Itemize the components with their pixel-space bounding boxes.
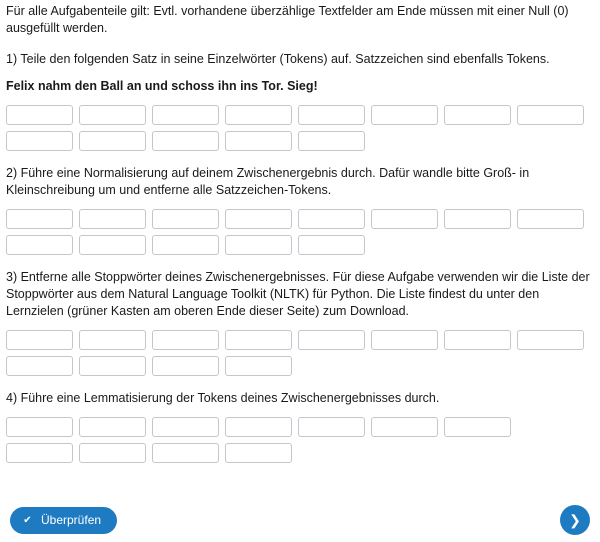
task-3-row-1 (4, 330, 596, 350)
exercise-page (0, 3, 600, 542)
token-input[interactable] (79, 417, 146, 437)
task-3-row-2 (4, 356, 596, 376)
token-input[interactable] (79, 356, 146, 376)
token-input[interactable] (79, 330, 146, 350)
chevron-right-icon: ❯ (569, 511, 581, 528)
token-input[interactable] (225, 417, 292, 437)
token-input[interactable] (152, 235, 219, 255)
task-1-row-1 (4, 105, 596, 125)
intro-text: Für alle Aufgabenteile gilt: Evtl. vorhandene überzählige Textfelder am Ende müssen mit einer Null (0) ausgefüllt werden. (6, 4, 569, 35)
token-input[interactable] (6, 356, 73, 376)
task-1-text: 1) Teile den folgenden Satz in seine Einzelwörter (Tokens) auf. Satzzeichen sind ebenfalls Tokens. (6, 52, 550, 66)
next-button[interactable] (560, 505, 590, 535)
token-input[interactable] (152, 131, 219, 151)
token-input[interactable] (152, 356, 219, 376)
token-input[interactable] (79, 443, 146, 463)
footer-bar (0, 503, 600, 537)
token-input[interactable] (225, 131, 292, 151)
check-circle-icon: ✔ (23, 514, 32, 526)
token-input[interactable] (225, 209, 292, 229)
task-3-text: 3) Entferne alle Stoppwörter deines Zwischenergebnisses. Für diese Aufgabe verwenden wir die Liste der Stoppwörter aus dem Natural Language Toolkit (NLTK) für Python. Die Liste findest du unter den Lernzielen (grüner Kasten am oberen Ende dieser Seite) zum Download. (6, 270, 590, 318)
token-input[interactable] (444, 330, 511, 350)
token-input[interactable] (298, 209, 365, 229)
token-input[interactable] (6, 131, 73, 151)
token-input[interactable] (225, 356, 292, 376)
token-input[interactable] (371, 209, 438, 229)
task-4-row-2 (4, 443, 596, 463)
token-input[interactable] (225, 105, 292, 125)
task-2-row-2 (4, 235, 596, 255)
token-input[interactable] (79, 131, 146, 151)
token-input[interactable] (517, 330, 584, 350)
token-input[interactable] (225, 235, 292, 255)
token-input[interactable] (444, 417, 511, 437)
token-input[interactable] (6, 417, 73, 437)
token-input[interactable] (298, 235, 365, 255)
token-input[interactable] (6, 235, 73, 255)
task-4-text: 4) Führe eine Lemmatisierung der Tokens deines Zwischenergebnisses durch. (6, 391, 440, 405)
token-input[interactable] (6, 443, 73, 463)
token-input[interactable] (152, 443, 219, 463)
token-input[interactable] (152, 209, 219, 229)
token-input[interactable] (6, 105, 73, 125)
token-input[interactable] (517, 105, 584, 125)
token-input[interactable] (298, 417, 365, 437)
token-input[interactable] (444, 105, 511, 125)
task-1-sentence: Felix nahm den Ball an und schoss ihn ins Tor. Sieg! (6, 79, 318, 93)
token-input[interactable] (371, 330, 438, 350)
token-input[interactable] (6, 209, 73, 229)
token-input[interactable] (6, 330, 73, 350)
token-input[interactable] (225, 330, 292, 350)
token-input[interactable] (298, 105, 365, 125)
check-button-label: Überprüfen (41, 513, 102, 527)
check-button[interactable] (10, 507, 117, 534)
task-2-row-1 (4, 209, 596, 229)
task-2-text: 2) Führe eine Normalisierung auf deinem Zwischenergebnis durch. Dafür wandle bitte Groß- in Kleinschreibung um und entferne alle Satzzeichen-Tokens. (6, 166, 530, 197)
token-input[interactable] (444, 209, 511, 229)
token-input[interactable] (298, 330, 365, 350)
token-input[interactable] (152, 105, 219, 125)
token-input[interactable] (79, 209, 146, 229)
token-input[interactable] (79, 235, 146, 255)
token-input[interactable] (298, 131, 365, 151)
token-input[interactable] (371, 105, 438, 125)
task-1-row-2 (4, 131, 596, 151)
token-input[interactable] (371, 417, 438, 437)
token-input[interactable] (152, 330, 219, 350)
token-input[interactable] (517, 209, 584, 229)
task-4-row-1 (4, 417, 596, 437)
token-input[interactable] (225, 443, 292, 463)
token-input[interactable] (152, 417, 219, 437)
token-input[interactable] (79, 105, 146, 125)
